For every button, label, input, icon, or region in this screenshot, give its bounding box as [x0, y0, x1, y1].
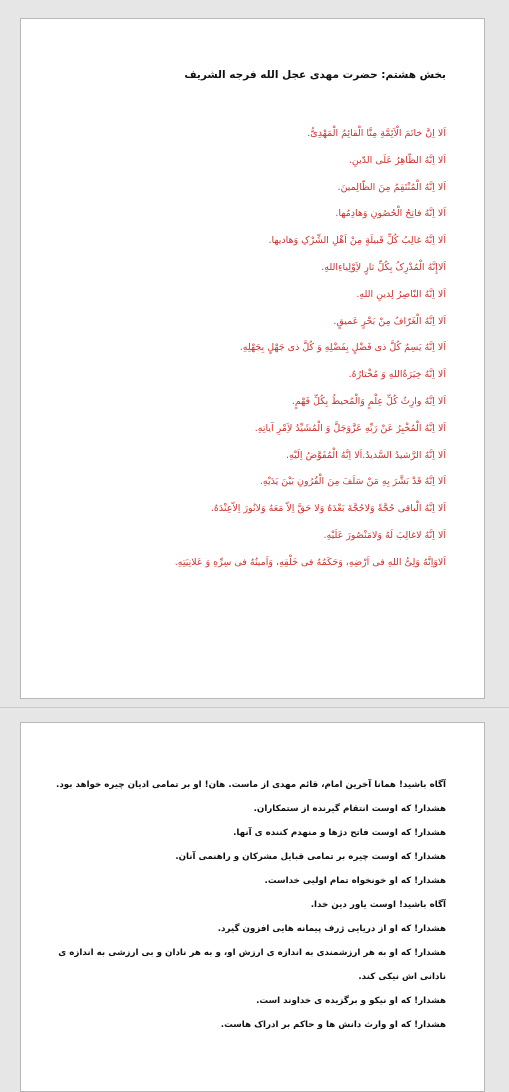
- persian-line: هشدار! که او وارث دانش ها و حاکم بر ادراک هاست.: [220, 1020, 446, 1030]
- persian-line: آگاه باشید! اوست یاور دین خدا.: [310, 900, 446, 910]
- arabic-line: اَلا اِنَّهُ خِیَرَةُاللهِ وَ مُخْتارُهُ.: [348, 369, 446, 381]
- persian-line: هشدار! که اوست فاتح دژها و منهدم کننده ی آنها.: [233, 828, 446, 838]
- arabic-line: اَلا اِنَّهُ الظّاهِرُ عَلَی الدّینِ.: [348, 154, 446, 166]
- persian-line: هشدار! که اوست چیره بر تمامی قبایل مشرکان و راهنمی آنان.: [175, 852, 446, 862]
- persian-line: آگاه باشید! همانا آخرین امام، قائم مهدی از ماست. هان! او بر تمامی ادیان چیره خواهد بود.: [56, 780, 446, 790]
- arabic-line: اَلا اِنَّهُ غالِبُ کُلِّ قَبیلَةٍ مِنْ اَهْلِ الشِّرْکِ وَهادیها.: [268, 235, 446, 247]
- arabic-line: اَلاوَاِنَّهُ وَلِیُّ اللهِ فی اَرْضِهِ، وَحَکَمُهُ فی خَلْقِهِ، وَاَمینُهُ فی سِرِّهِ وَ عَلانِیَتِهِ.: [174, 556, 446, 568]
- section-heading: بخش هشتم: حضرت مهدی عجل الله فرجه الشریف: [184, 69, 446, 81]
- persian-line: هشدار! که او از دریایی ژرف پیمانه هایی افزون گیرد.: [217, 924, 446, 934]
- arabic-line: اَلا اِنَّهُ الْمُنْتَقِمُ مِنَ الظّالِمینَ.: [337, 181, 446, 193]
- persian-translation-list: [46, 773, 446, 1037]
- arabic-line: اَلا اِنَّهُ قَدْ بَشَّرَ بِهِ مَنْ سَلَفَ مِنَ الْقُرُونِ بَیْنَ یَدَیْهِ.: [259, 476, 446, 488]
- arabic-line: اَلا اِنَّهُ الْمُخْبِرُ عَنْ رَبِّهِ عَزَّوَجَلَّ وَ الْمُشَیِّدُ لاَِمْرِ آیاتِهِ.: [254, 422, 446, 434]
- arabic-line: اَلا اِنَّهُ وارِثُ کُلِّ عِلْمٍ وَالْمُحیطُ بِکُلِّ فَهْمٍ.: [291, 395, 446, 407]
- arabic-line: اَلا اِنَّ خاتَمَ الْاَئِمَّةِ مِنَّا الْقائِمُ الْمَهْدِیُّ.: [307, 128, 446, 139]
- arabic-line: اَلا اِنَّهُ الرَّشیدُ السَّدیدُ.اَلا اِنَّهُ الْمُفَوَّضُ اِلَیْهِ.: [286, 449, 446, 461]
- persian-line: هشدار! که او به هر ارزشمندی به اندازه ی ارزش او، و به هر نادان و بی ارزشی به اندازه ی نادانی اش نیکی کند.: [58, 948, 446, 982]
- arabic-line: اَلا اِنَّهُ لاغالِبَ لَهُ وَلامَنْصُورَ عَلَیْهِ.: [323, 529, 446, 541]
- arabic-line: اَلا اِنَّهُ فاتِحُ الْحُصُونِ وَهادِمُها.: [335, 208, 446, 220]
- arabic-line: اَلا اِنَّهُ الْغَرّافُ مِنْ بَحْرٍ عَمیقٍ.: [333, 315, 446, 327]
- persian-line: هشدار! که او نیکو و برگزیده ی خداوند است.: [256, 996, 446, 1006]
- arabic-line: اَلا اِنَّهُ النّاصِرُ لِدینِ اللهِ.: [356, 288, 446, 300]
- persian-line: هشدار! که او خونخواه تمام اولیی خداست.: [264, 876, 446, 886]
- document-page-2: [20, 722, 485, 1092]
- arabic-line: اَلا اِنَّهُ یَسِمُ کُلَّ ذی فَضْلٍ بِفَضْلِهِ وَ کُلَّ ذی جَهْلٍ بِجَهْلِهِ.: [239, 342, 446, 354]
- arabic-line: اَلا اِنَّهُ الْباقی حُجَّةً وَلاحُجَّةَ بَعْدَهُ وَلا حَقَّ اِلاّ مَعَهُ وَلانُورَ اِلاّعِنْدَهُ.: [210, 503, 446, 515]
- arabic-text-list: [46, 121, 446, 577]
- page-divider: [0, 707, 509, 708]
- persian-line: هشدار! که اوست انتقام گیرنده از ستمکاران.: [253, 804, 446, 814]
- document-page-1: [20, 18, 485, 699]
- arabic-line: اَلاإِنَّهُ الْمُدْرِکُ بِکُلِّ ثارٍ لاَِوْلِیاءِاللهِ.: [321, 261, 446, 273]
